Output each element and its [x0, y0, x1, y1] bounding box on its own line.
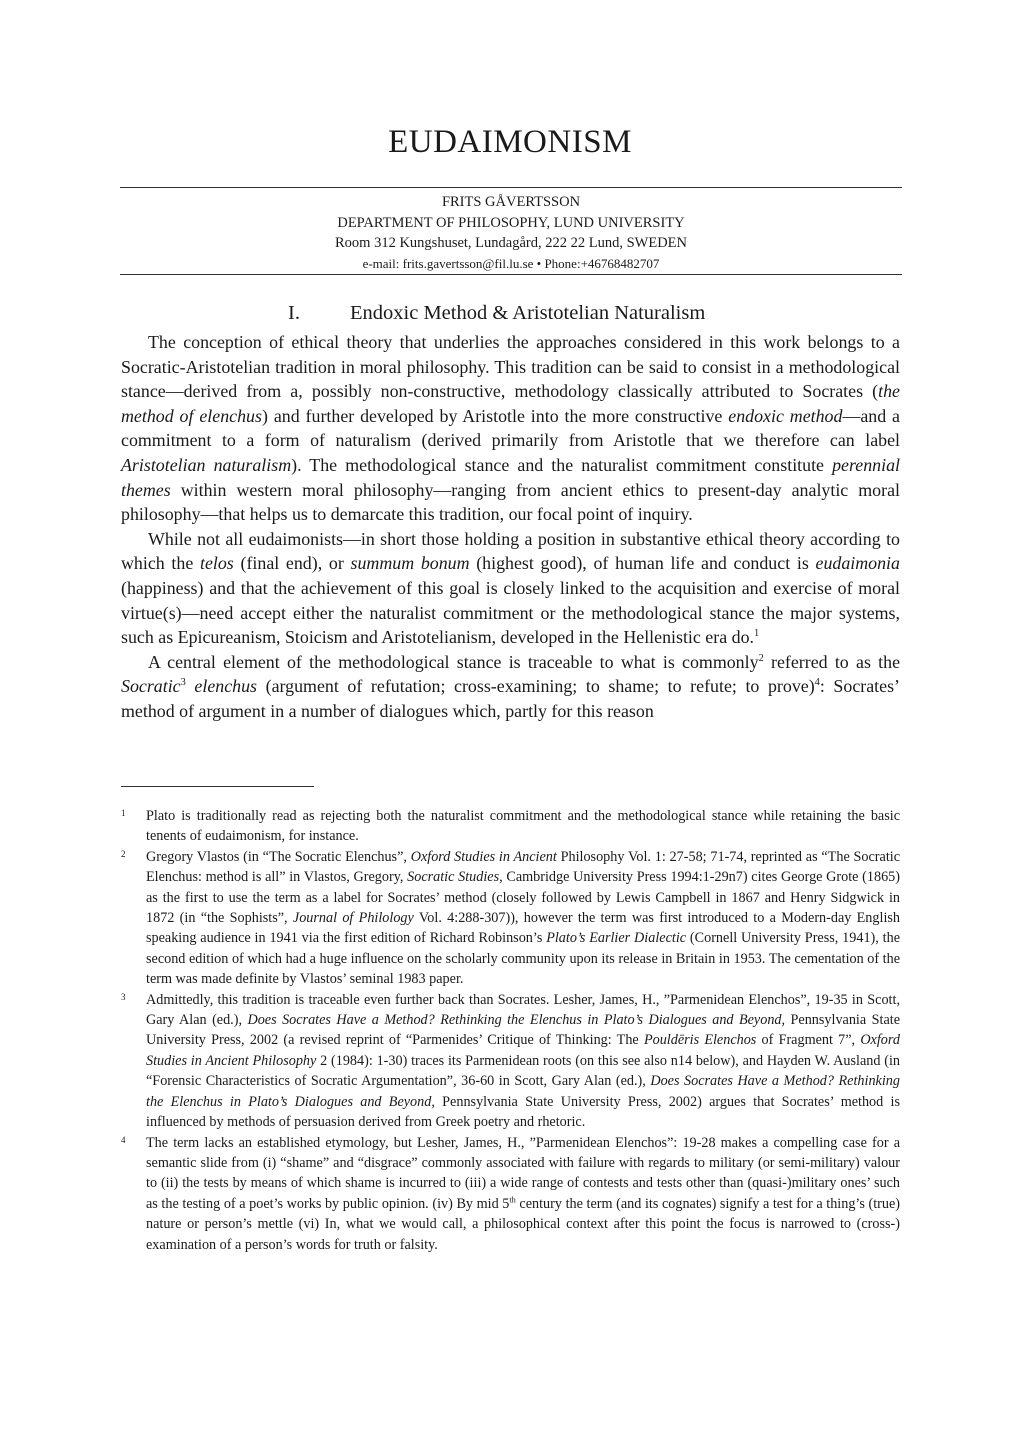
footnote-number: 4	[121, 1134, 126, 1145]
paragraph-2: While not all eudaimonists—in short those holding a position in substantive ethical theory according to which the telos (final end), or summum bonum (highest good), of human life and conduct is eudaimonia (happiness) and that the achievement of this goal is closely linked to the acquisition and exercise of moral virtue(s)—need accept either the naturalist commitment or the methodological stance the major systems, such as Epicureanism, Stoicism and Aristotelianism, developed in the Hellenistic era do.$^1$	[121, 528, 900, 648]
footnote-ref-2[interactable]: 2	[758, 652, 764, 664]
document-title: EUDAIMONISM	[388, 124, 632, 160]
author-department: DEPARTMENT OF PHILOSOPHY, LUND UNIVERSITY	[337, 214, 685, 231]
header-bottom-rule	[120, 274, 902, 275]
footnote-number: 3	[121, 991, 126, 1002]
paragraph-3: A central element of the methodological stance is traceable to what is commonly$^2$ referred to as the Socratic$^3$ elenchus (argument of refutation; cross-examining; to shame; to refute; to prove)$^4$: Socrates’ method of argument in a number of dialogues which, partly for this reason	[121, 651, 901, 721]
footnote-4: 4 The term lacks an established etymology, but Lesher, James, H., ”Parmenidean Elenchos”: 19-28 makes a compelling case for a semantic slide from (i) “shame” and “disgrace” commonly associated with failure with regards to military (or semi-military) valour to (ii) the tests by means of which shame is incurred to (iii) a wide range of contests and tests other than (quasi-)military ones’ such as the testing of a poet’s works by public opinion. (iv) By mid 5th century the term (and its cognates) signify a test for a thing’s (true) nature or person’s mettle (vi) In, what we would call, a philosophical context after this point the focus is narrowed to (cross-) examination of a person’s words for truth or falsity.	[121, 1133, 900, 1255]
footnote-number: 2	[121, 848, 126, 859]
footnote-ref-3[interactable]: 3	[180, 677, 186, 689]
author-name: FRITS GÅVERTSSON	[441, 194, 581, 210]
section-number: I.	[288, 302, 300, 324]
footnote-2: 2 Gregory Vlastos (in “The Socratic Elenchus”, Oxford Studies in Ancient Philosophy Vol. 1: 27-58; 71-74, reprinted as “The Socratic Elenchus: method is all” in Vlastos, Gregory, Socratic Studies, Cambridge University Press 1994:1-29n7) cites George Grote (1865) as the first to use the term as a label for Socrates’ method (closely followed by Lewis Campbell in 1867 and Henry Sidgwick in 1872 (in “the Sophists”, Journal of Philology Vol. 4:288-307)), however the term was first introduced to a Modern-day English speaking audience in 1941 via the first edition of Richard Robinson’s Plato’s Earlier Dialectic (Cornell University Press, 1941), the second edition of which had a huge influence on the scholarly community upon its release in Britain in 1953. The cementation of the term was made definite by Vlastos’ seminal 1983 paper.	[121, 847, 900, 990]
author-block	[120, 192, 902, 274]
footnote-3: 3 Admittedly, this tradition is traceable even further back than Socrates. Lesher, James, H., ”Parmenidean Elenchos”, 19-35 in Scott, Gary Alan (ed.), Does Socrates Have a Method? Rethinking the Elenchus in Plato’s Dialogues and Beyond, Pennsylvania State University Press, 2002 (a revised reprint of “Parmenides’ Critique of Thinking: The Pouldēris Elenchos of Fragment 7”, Oxford Studies in Ancient Philosophy 2 (1984): 1-30) traces its Parmenidean roots (on this see also n14 below), and Hayden W. Ausland (in “Forensic Characteristics of Socratic Argumentation”, 36-60 in Scott, Gary Alan (ed.), Does Socrates Have a Method? Rethinking the Elenchus in Plato’s Dialogues and Beyond, Pennsylvania State University Press, 2002) argues that Socrates’ method is influenced by methods of persuasion derived from Greek poetry and rhetoric.	[121, 990, 900, 1133]
footnote-ref-4[interactable]: 4	[814, 677, 820, 689]
footnote-1: 1 Plato is traditionally read as rejecting both the naturalist commitment and the methodological stance while retaining the basic tenents of eudaimonism, for instance.	[121, 806, 900, 847]
footnote-ref-1[interactable]: 1	[754, 628, 760, 640]
body-text	[121, 330, 900, 724]
paragraph-1: The conception of ethical theory that underlies the approaches considered in this work belongs to a Socratic-Aristotelian tradition in moral philosophy. This tradition can be said to consist in a methodological stance—derived from a, possibly non-constructive, methodology classically attributed to Socrates (the method of elenchus) and further developed by Aristotle into the more constructive endoxic method—and a commitment to a form of naturalism (derived primarily from Aristotle that we therefore can label Aristotelian naturalism). The methodological stance and the naturalist commitment constitute perennial themes within western moral philosophy—ranging from ancient ethics to present-day analytic moral philosophy—that helps us to demarcate this tradition, our focal point of inquiry.	[121, 332, 900, 525]
section-title: Endoxic Method & Aristotelian Naturalism	[350, 302, 706, 324]
footnote-separator	[121, 786, 314, 787]
author-address: Room 312 Kungshuset, Lundagård, 222 22 Lund, SWEDEN	[335, 235, 687, 251]
footnote-number: 1	[121, 808, 126, 818]
footnotes	[121, 806, 900, 1255]
header-top-rule	[120, 187, 902, 188]
author-contact: e-mail: frits.gavertsson@fil.lu.se • Phone:+46768482707	[362, 255, 660, 271]
